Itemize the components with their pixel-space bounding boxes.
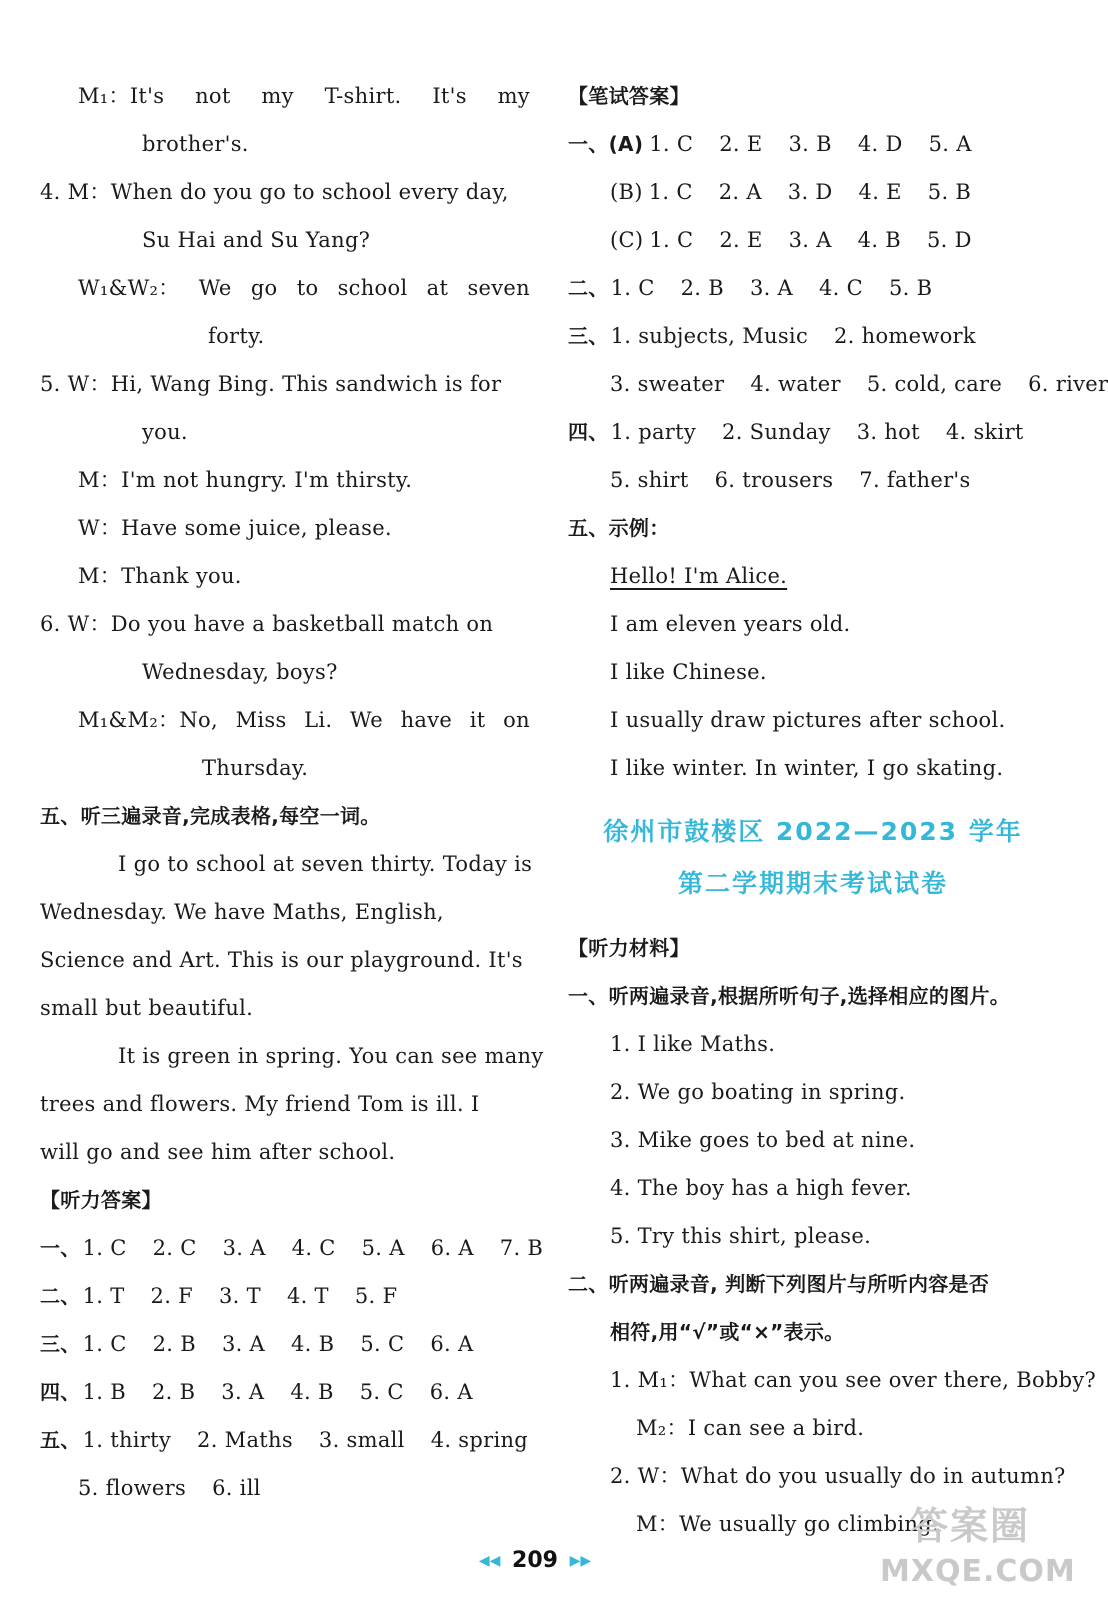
dialog-line: brother's. — [142, 132, 249, 156]
section-heading: 二、听两遍录音, 判断下列图片与所听内容是否 — [568, 1272, 990, 1296]
exam-subtitle: 第二学期期末考试试卷 — [677, 869, 948, 898]
dialog-line: Wednesday, boys? — [142, 660, 338, 684]
example-line: I like Chinese. — [610, 660, 767, 684]
dialog-line: W₁&W₂： We go to school at seven — [78, 276, 530, 300]
answer-row: 五、1. thirty 2. Maths 3. small 4. spring — [40, 1428, 529, 1452]
sentence-line: 2. We go boating in spring. — [610, 1080, 906, 1104]
dialog-line: M₁：It's not my T-shirt. It's my — [78, 84, 530, 108]
passage-line: Science and Art. This is our playground. It's — [40, 948, 523, 972]
dialog-line: forty. — [208, 324, 265, 348]
next-arrow-icon: ▶▶ — [569, 1553, 592, 1569]
prev-arrow-icon: ◀◀ — [478, 1553, 501, 1569]
watermark-logo — [880, 1500, 1076, 1600]
section-heading: 五、听三遍录音,完成表格,每空一词。 — [40, 804, 381, 828]
passage-line: Wednesday. We have Maths, English, — [40, 900, 444, 924]
answer-row: (B) 1. C 2. A 3. D 4. E 5. B — [610, 180, 972, 204]
section-heading: 一、听两遍录音,根据所听句子,选择相应的图片。 — [568, 984, 1011, 1008]
answer-row: 三、1. subjects, Music 2. homework — [568, 324, 976, 348]
example-line: I usually draw pictures after school. — [610, 708, 1006, 732]
answer-row: 四、1. B 2. B 3. A 4. B 5. C 6. A — [40, 1380, 473, 1404]
dialog-line: Su Hai and Su Yang? — [142, 228, 371, 252]
section-heading: 相符,用“√”或“×”表示。 — [610, 1320, 845, 1344]
dialog-line: Thursday. — [202, 756, 309, 780]
dialog-line: M：I'm not hungry. I'm thirsty. — [78, 468, 413, 492]
exam-title: 徐州市鼓楼区 2022—2023 学年 — [603, 817, 1023, 846]
written-answers-heading: 【笔试答案】 — [568, 84, 690, 108]
dialog-line: W：Have some juice, please. — [78, 516, 392, 540]
passage-line: small but beautiful. — [40, 996, 254, 1020]
answer-row: 5. flowers 6. ill — [78, 1476, 261, 1500]
dialog-line: M：We usually go climbing. — [636, 1512, 939, 1536]
dialog-line: 4. M：When do you go to school every day, — [40, 180, 509, 204]
answer-row: 二、1. T 2. F 3. T 4. T 5. F — [40, 1284, 398, 1308]
passage-line: It is green in spring. You can see many — [118, 1044, 544, 1068]
dialog-line: 6. W：Do you have a basketball match on — [40, 612, 494, 636]
answer-row: 5. shirt 6. trousers 7. father's — [610, 468, 971, 492]
answer-row: (C) 1. C 2. E 3. A 4. B 5. D — [610, 228, 972, 252]
example-line: I am eleven years old. — [610, 612, 851, 636]
left-column — [40, 72, 544, 1512]
example-line: I like winter. In winter, I go skating. — [610, 756, 1004, 780]
answer-row: 一、1. C 2. C 3. A 4. C 5. A 6. A 7. B — [40, 1236, 544, 1260]
dialog-line: 2. W：What do you usually do in autumn? — [610, 1464, 1066, 1488]
answer-row: 二、1. C 2. B 3. A 4. C 5. B — [568, 276, 933, 300]
dialog-line: you. — [142, 420, 188, 444]
sentence-line: 5. Try this shirt, please. — [610, 1224, 872, 1248]
passage-line: I go to school at seven thirty. Today is — [118, 852, 533, 876]
watermark-logo-text: 答案圈 — [909, 1504, 1030, 1548]
right-column — [568, 72, 1108, 1548]
watermark-site-text: MXQE.COM — [880, 1554, 1076, 1589]
answer-row: 四、1. party 2. Sunday 3. hot 4. skirt — [568, 420, 1024, 444]
dialog-line: M₂：I can see a bird. — [636, 1416, 865, 1440]
sentence-line: 1. I like Maths. — [610, 1032, 776, 1056]
dialog-line: M：Thank you. — [78, 564, 242, 588]
listening-material-heading: 【听力材料】 — [568, 936, 690, 960]
example-line: Hello! I'm Alice. — [610, 564, 788, 588]
passage-line: will go and see him after school. — [40, 1140, 396, 1164]
dialog-line: 1. M₁：What can you see over there, Bobby? — [610, 1368, 1097, 1392]
listening-answers-heading: 【听力答案】 — [40, 1188, 162, 1212]
page-number: 209 — [512, 1548, 558, 1573]
example-heading: 五、示例： — [568, 516, 670, 540]
passage-line: trees and flowers. My friend Tom is ill. I — [40, 1092, 480, 1116]
answer-row: 三、1. C 2. B 3. A 4. B 5. C 6. A — [40, 1332, 474, 1356]
dialog-line: M₁&M₂：No, Miss Li. We have it on — [78, 708, 530, 732]
answer-row: 3. sweater 4. water 5. cold, care 6. river — [610, 372, 1108, 396]
answer-row: 一、(A) 1. C 2. E 3. B 4. D 5. A — [568, 132, 972, 156]
sentence-line: 4. The boy has a high fever. — [610, 1176, 912, 1200]
dialog-line: 5. W：Hi, Wang Bing. This sandwich is for — [40, 372, 502, 396]
sentence-line: 3. Mike goes to bed at nine. — [610, 1128, 916, 1152]
